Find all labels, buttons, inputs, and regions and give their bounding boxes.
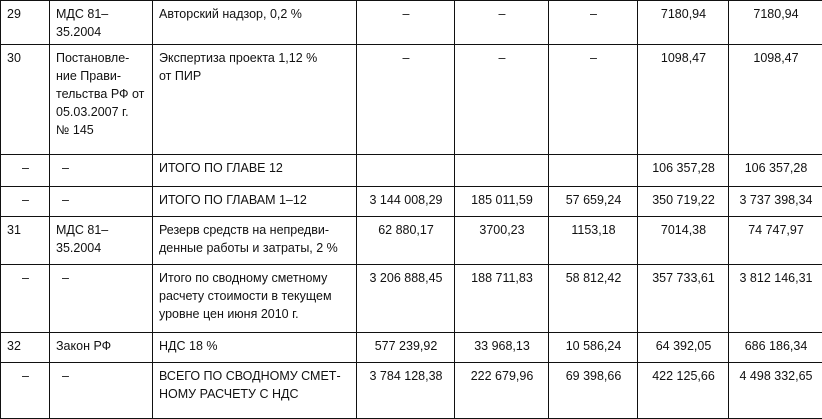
table-row <box>1 333 822 363</box>
amount-cell: 69 398,66 <box>549 363 638 419</box>
amount-cell: 1098,47 <box>638 45 729 155</box>
table-row <box>1 265 822 333</box>
amount-cell: 10 586,24 <box>549 333 638 363</box>
basis-cell: МДС 81– 35.2004 <box>50 217 153 265</box>
table-row <box>1 45 822 155</box>
item-name: ВСЕГО ПО СВОДНОМУ СМЕТ- НОМУ РАСЧЕТУ С НДС <box>153 363 357 419</box>
amount-cell: 57 659,24 <box>549 187 638 217</box>
row-number: – <box>1 155 50 187</box>
amount-cell: – <box>549 1 638 45</box>
item-name: НДС 18 % <box>153 333 357 363</box>
row-number: – <box>1 187 50 217</box>
amount-cell: 3 784 128,38 <box>357 363 455 419</box>
basis-cell: Постановле- ние Прави- тельства РФ от 05.03.2007 г. № 145 <box>50 45 153 155</box>
table-row <box>1 1 822 45</box>
item-name: ИТОГО ПО ГЛАВАМ 1–12 <box>153 187 357 217</box>
amount-cell: 357 733,61 <box>638 265 729 333</box>
total-cell: 1098,47 <box>729 45 822 155</box>
amount-cell <box>549 155 638 187</box>
total-cell: 3 812 146,31 <box>729 265 822 333</box>
table-row <box>1 217 822 265</box>
basis-cell: – <box>50 363 153 419</box>
total-cell: 4 498 332,65 <box>729 363 822 419</box>
amount-cell: 33 968,13 <box>455 333 549 363</box>
row-number: 31 <box>1 217 50 265</box>
amount-cell: 64 392,05 <box>638 333 729 363</box>
row-number: – <box>1 363 50 419</box>
amount-cell <box>357 155 455 187</box>
item-name: Авторский надзор, 0,2 % <box>153 1 357 45</box>
amount-cell: 222 679,96 <box>455 363 549 419</box>
basis-cell: МДС 81– 35.2004 <box>50 1 153 45</box>
item-name: ИТОГО ПО ГЛАВЕ 12 <box>153 155 357 187</box>
amount-cell: 422 125,66 <box>638 363 729 419</box>
amount-cell: 62 880,17 <box>357 217 455 265</box>
total-cell: 106 357,28 <box>729 155 822 187</box>
amount-cell: 106 357,28 <box>638 155 729 187</box>
amount-cell: – <box>455 1 549 45</box>
amount-cell: 3 144 008,29 <box>357 187 455 217</box>
amount-cell: – <box>357 1 455 45</box>
amount-cell <box>455 155 549 187</box>
amount-cell: 58 812,42 <box>549 265 638 333</box>
item-name: Итого по сводному сметному расчету стоимости в текущем уровне цен июня 2010 г. <box>153 265 357 333</box>
total-cell: 3 737 398,34 <box>729 187 822 217</box>
total-cell: 7180,94 <box>729 1 822 45</box>
amount-cell: 350 719,22 <box>638 187 729 217</box>
amount-cell: 185 011,59 <box>455 187 549 217</box>
basis-cell: – <box>50 155 153 187</box>
amount-cell: 3 206 888,45 <box>357 265 455 333</box>
table-row <box>1 155 822 187</box>
amount-cell: 7180,94 <box>638 1 729 45</box>
row-number: – <box>1 265 50 333</box>
row-number: 32 <box>1 333 50 363</box>
total-cell: 686 186,34 <box>729 333 822 363</box>
amount-cell: – <box>455 45 549 155</box>
amount-cell: 3700,23 <box>455 217 549 265</box>
table-row <box>1 187 822 217</box>
item-name: Экспертиза проекта 1,12 % от ПИР <box>153 45 357 155</box>
item-name: Резерв средств на непредви- денные работы и затраты, 2 % <box>153 217 357 265</box>
amount-cell: 7014,38 <box>638 217 729 265</box>
row-number: 29 <box>1 1 50 45</box>
amount-cell: 1153,18 <box>549 217 638 265</box>
basis-cell: Закон РФ <box>50 333 153 363</box>
basis-cell: – <box>50 187 153 217</box>
amount-cell: – <box>549 45 638 155</box>
table-row <box>1 363 822 419</box>
amount-cell: – <box>357 45 455 155</box>
row-number: 30 <box>1 45 50 155</box>
amount-cell: 188 711,83 <box>455 265 549 333</box>
basis-cell: – <box>50 265 153 333</box>
amount-cell: 577 239,92 <box>357 333 455 363</box>
total-cell: 74 747,97 <box>729 217 822 265</box>
